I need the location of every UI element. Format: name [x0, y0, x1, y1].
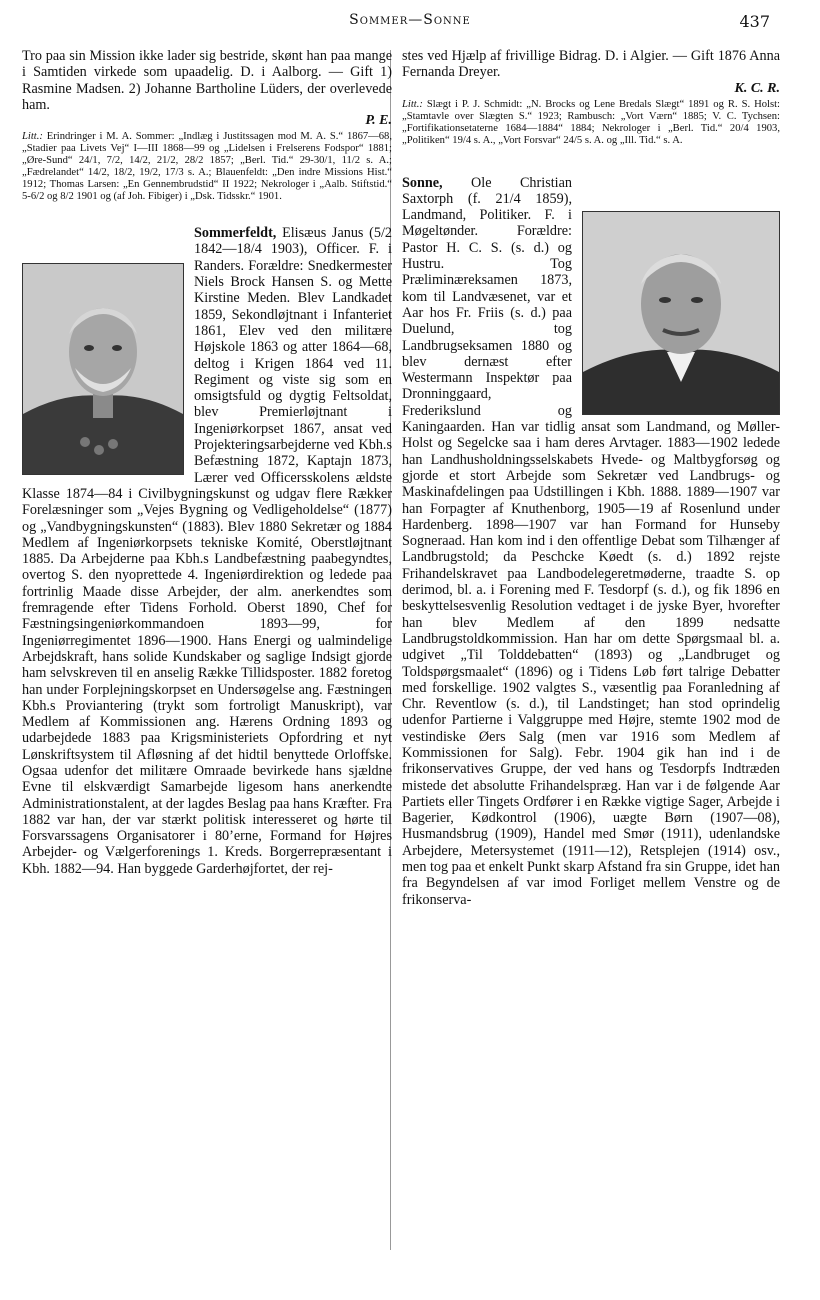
sonne-headword: Sonne, [402, 174, 443, 191]
sommerfeldt-portrait [22, 263, 184, 475]
left-column [22, 48, 392, 877]
running-head-title: Sommer—Sonne [349, 12, 471, 28]
sommerfeldt-signature: K. C. R. [734, 80, 780, 96]
sommerfeldt-entry-text: Elisæus Janus (5/2 1842—18/4 1903), Officer. F. i Randers. Forældre: Snedkermester Niels Brock Hansen S. og Mette Kirstine Meden. Blev Landkadet 1859, Sekondløjtnant i Infanteriet 1861, Elev ved den militære Højskole 1863 og atter 1864—68, deltog i Krigen 1864 ved 11. Regiment og viste sig som en omsigtsfuld og dygtig Feltsoldat, blev Premierløjtnant i Ingeniørkorpset 1867, ansat ved Projekteringsarbejderne ved Kbh.s Befæstning 1872, Kaptajn 1873, Lærer ved Officersskolens ældste Klasse 1874—84 i Civilbygningskunst og udgav flere Rækker Forelæsninger som „Vejes Bygning og Vedligeholdelse“ (1877) og „Vandbygningskunsten“ (1883). Blev 1880 Sekretær og 1884 Medlem af Ingeniørkorpsets tekniske Komité, Oberstløjtnant 1885. Da Arbejderne paa Kbh.s Landbefæstning paabegyndtes, overtog S. den nyoprettede 4. Ingeniørdirektion og ledede paa fortrinlig Maade disse Arbejder, der alm. anerkendtes som fremragende efter Tidens Forhold. Oberst 1890, Chef for Fæstningsingeniørkommandoen 1893—99, for Ingeniørregimentet 1896—1900. Hans Energi og ualmindelige Arbejdskraft, hans solide Kundskaber og saglige Indsigt gjorde ham selvskreven til en anselig Række Tillidsposter. 1882 foretog han under Forplejningskorpset en Undersøgelse ang. Fæstningen Kbh.s Proviantering (trykt som fortroligt Manuskript), var Medlem af Kommissionen ang. Hærens Ordning 1893 og udarbejdede 1883 paa Krigsministeriets Opfordring et nyt Lønskriftsystem til Afløsning af det hidtil benyttede Orloffske. Ogsaa udenfor det militære Omraade bevirkede hans sjældne Evne til elskværdigt Samarbejde ligesom hans anerkendte Administrationstalent, at der lagdes Beslag paa hans Kræfter. Fra 1882 var han, der var stærkt politisk interesseret og hørte til Forsvarssagens Organisatorer i 80’erne, Formand for Højres Arbejder- og Vælgerforenings 1. Kreds. Borgerrepræsentant i Kbh. 1882—94. Han byggede Garderhøjfortet, der rej- [22, 225, 393, 877]
sonne-entry [402, 175, 780, 908]
literature-label: Litt.: [22, 131, 43, 143]
sonne-entry-text: Ole Christian Saxtorph (f. 21/4 1859), Landmand, Politiker. F. i Møgeltønder. Forældre: Pastor H. C. S. (s. d.) og Hustru. Tog Præliminæreksamen 1873, kom til Landvæsenet, var et Aar hos Fr. Friis (s. d.) paa Duelund, tog Landbrugseksamen 1880 og blev dernæst efter Westermann Inspektør paa Dronninggaard, Frederikslund og Kaningaarden. Han var tidlig ansat som Landmand, og Møller-Holst og Segelcke saa i ham deres Arvtager. 1883—1902 ledede han Landhusholdningsselskabets Hvede- og Maltbygforsøg og gjorde et stort Arbejde som Sekretær ved Landbrugs- og Maskinafdelingen paa Udstillingen i Kbh. 1888. 1889—1907 var han Forpagter af Knuthenborg, 1905—19 af Rosenlund under Hardenberg. 1898—1907 var han Formand for Hunseby Sogneraad. Han kom ind i den offentlige Debat som Tilhænger af Landbrugstold; da Peschcke Køedt (s. d.) 1892 rejste Frihandelskravet paa Landbodelegeretmøderne, traadte S. op derimod, bl. a. i Forening med F. Tesdorpf (s. d.), og fik 1896 en beskyttelsesvenlig Resolution vedtaget i de jyske Byer, hvorefter han blev Medlem af den 1899 nedsatte Landbrugstoldkommission. Han har om dette Spørgsmaal bl. a. udgivet „Til Tolddebatten“ (1893) og „Landbruget og Toldspørgsmaalet“ (1896) og i Tidens Løb ført talrige Debatter med forskellige. 1902 valgtes S., væsentlig paa Foranledning af Chr. Reventlow (s. d.), til Landstinget; han stod oprindelig udenfor Partierne i Valggruppe med Højre, stemte 1902 mod de vestindiske Øers Salg (men var 1916 som Medlem af Kommissionen for Salg). Febr. 1904 gik han ind i de frikonservatives Gruppe, der ved hans og Tesdorpfs Indtræden mistede det absolutte Frihandelspræg. Han var i de følgende Aar Partiets eller Tingets Ordfører i en Række vigtige Sager, Arbejde i Bagerier, Kødkontrol (1906), uægte Børn (1907—08), Husmandsbrug (1909), Handel med Smør (1911), udenlandske Arbejdere, Metersystemet (1911—12), Retsplejen (1914) osv., men tog paa et enkelt Punkt skarp Afstand fra sin Gruppe, idet han fra Begyndelsen af var imod Forliget mellem Venstre og de frikonserva- [402, 174, 780, 908]
page-number: 437 [739, 12, 770, 31]
sommerfeldt-literature-text: Slægt i P. J. Schmidt: „N. Brocks og Lene Bredals Slægt“ 1891 og R. S. Holst: „Stamtavle over Slægten S.“ 1923; Rambusch: „Vort Værn“ 1885; V. C. Tychsen: „Fortifikationsetaterne 1684—1884“ 1884; Nekrologer i „Berl. Tid.“ 20/4 1903, „Politiken“ 19/4 s. A., „Vort Forsvar“ 24/5 s. A. og „Ill. Tid.“ s. A. [402, 98, 780, 146]
sommerfeldt-headword: Sommerfeldt, [194, 225, 277, 242]
literature-label: Litt.: [402, 98, 423, 110]
sommerfeldt-entry-tail: stes ved Hjælp af frivillige Bidrag. D. i Algier. — Gift 1876 Anna Fernanda Dreyer. [402, 48, 780, 81]
sonne-portrait [582, 211, 780, 415]
sommer-signature: P. E. [365, 113, 392, 129]
sommer-literature [22, 131, 392, 203]
running-head [0, 12, 820, 36]
sommerfeldt-entry [22, 225, 392, 877]
sommer-literature-text: Erindringer i M. A. Sommer: „Indlæg i Justitssagen mod M. A. S.“ 1867—68, „Stadier paa Livets Vej“ I—III 1868—99 og „Lidelsen i Frelserens Fodspor“ 1881; „Øre-Sund“ 24/1, 7/2, 14/2, 21/2, 28/2 1857; „Berl. Tid.“ 29-30/1, 11/2 s. A.; „Fædrelandet“ 14/2, 18/2, 19/2, 17/3 s. A.; Blauenfeldt: „Den indre Missions Hist.“ 1912; Thomas Larsen: „En Gennembrudstid“ II 1922; Nekrologer i „Aalb. Stiftstid.“ 5-6/2 og 8/2 1901 og (af Joh. Fibiger) i „Dsk. Tidsskr.“ 1901. [22, 131, 392, 203]
sommer-entry-tail: Tro paa sin Mission ikke lader sig bestride, skønt han paa mange i Samtiden virkede som upaadelig. D. i Aalborg. — Gift 1) Rasmine Madsen. 2) Johanne Bartholine Lüders, der overlevede ham. [22, 48, 392, 113]
right-column [402, 48, 780, 908]
sommerfeldt-literature [402, 99, 780, 147]
